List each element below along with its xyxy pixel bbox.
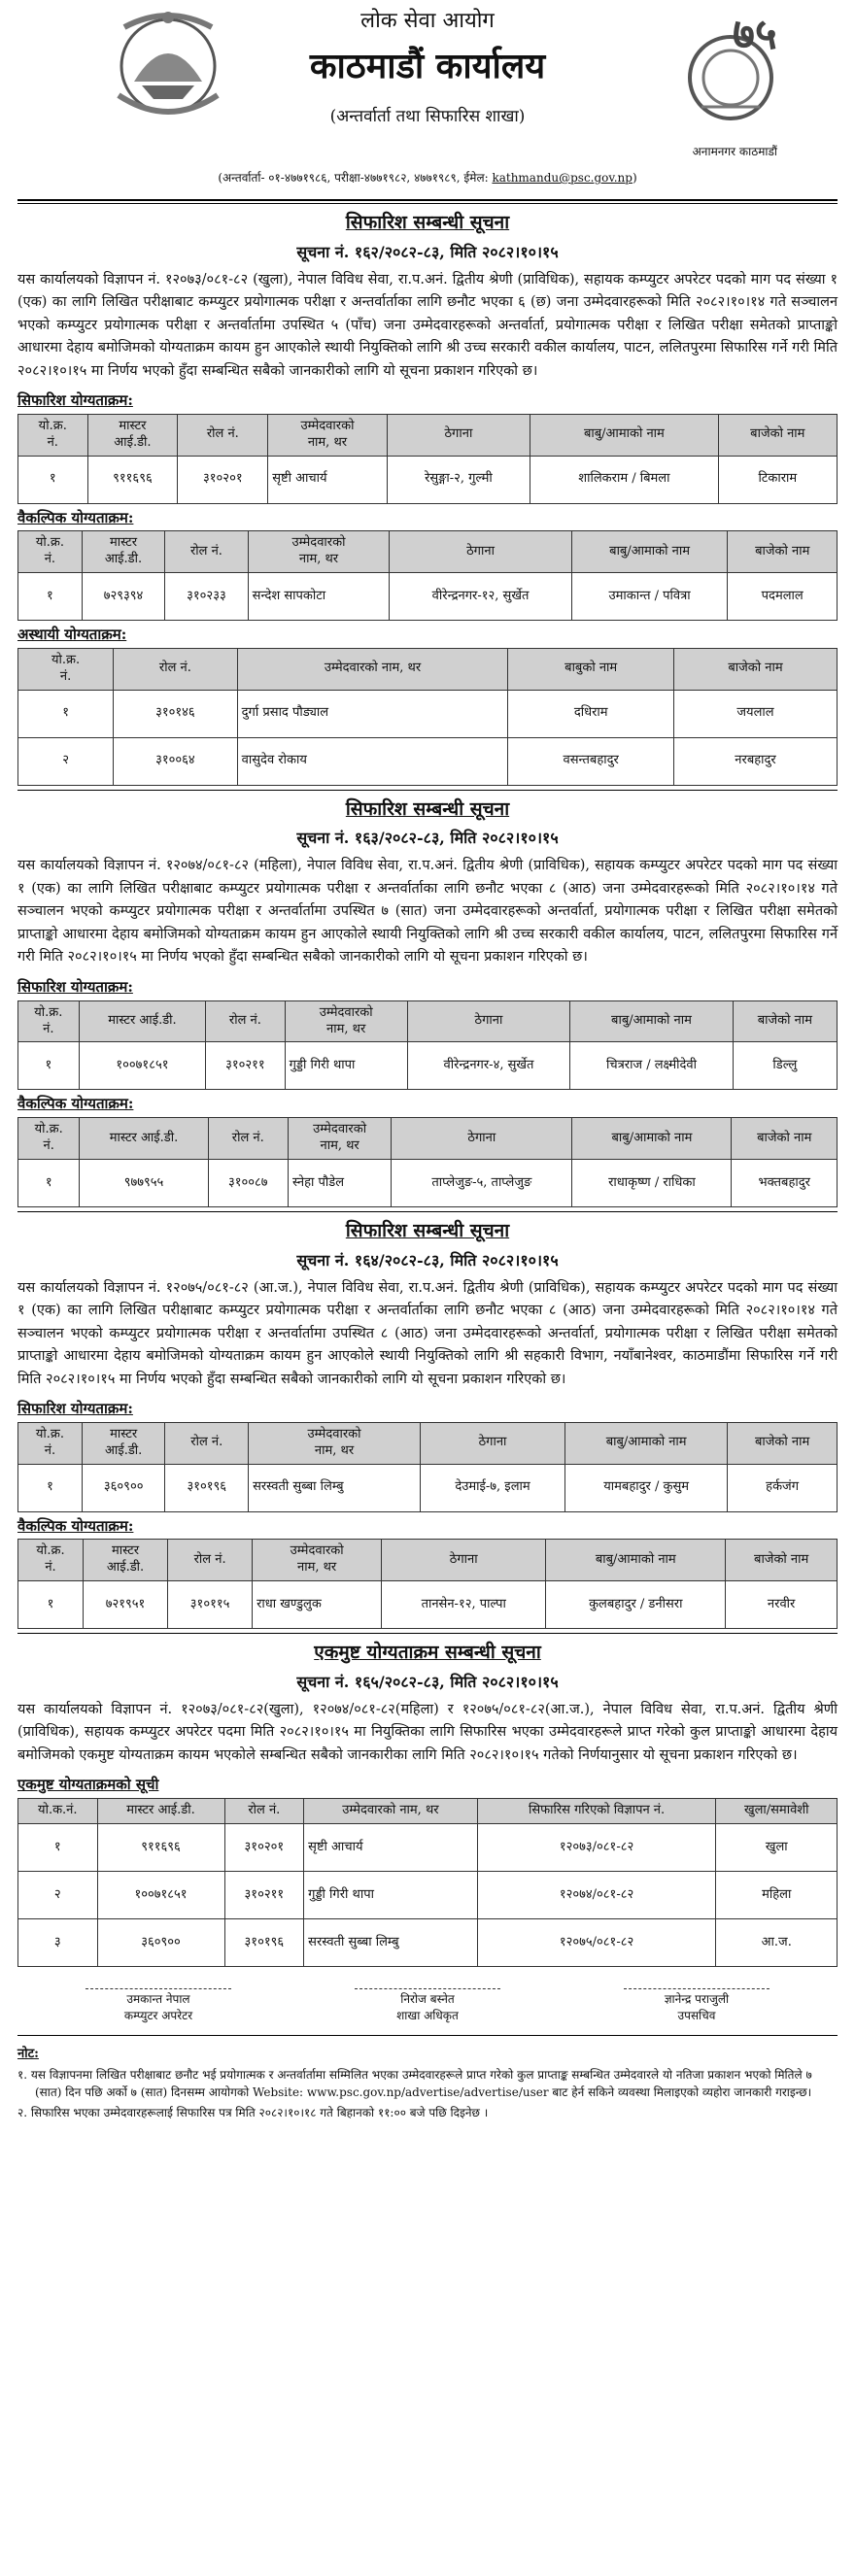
logo-caption: अनामनगर काठमाडौं (692, 145, 777, 158)
col-master-id: मास्टर आई.डी. (82, 531, 164, 573)
col-candidate: उम्मेदवारको नाम, थर (248, 531, 390, 573)
table-cell: ३१०१९६ (224, 1919, 304, 1967)
combined-table-body (18, 1824, 838, 1967)
table-cell: १ (18, 1581, 84, 1629)
table-cell: १ (18, 573, 83, 621)
table-cell: १२०७५/०८१-८२ (477, 1919, 716, 1967)
table-cell: सरस्वती सुब्बा लिम्बु (249, 1464, 421, 1511)
col-yoka: यो.क्र. नं. (18, 414, 88, 456)
table-cell: १ (18, 456, 88, 503)
signature-row (17, 1988, 838, 2025)
table-row (18, 1464, 838, 1511)
table-row (18, 1042, 838, 1090)
col-yoka: यो.क.नं. (18, 1799, 98, 1824)
signatory-role: कम्प्युटर अपरेटर (123, 2009, 193, 2023)
col-master-id: मास्टर आई.डी. (97, 1799, 224, 1824)
table-row (18, 1159, 838, 1206)
table-cell: वीरेन्द्रनगर-१२, सुर्खेत (390, 573, 571, 621)
signatory-role: उपसचिव (677, 2009, 716, 2023)
temp-table (17, 648, 838, 786)
table-cell: तानसेन-१२, पाल्पा (382, 1581, 546, 1629)
table-cell: कुलबहादुर / डनीसरा (546, 1581, 726, 1629)
merit-table-body (18, 1042, 838, 1090)
table-cell: १२०७३/०८१-८२ (477, 1824, 716, 1872)
signatory-role: शाखा अधिकृत (396, 2009, 459, 2023)
notice-body: यस कार्यालयको विज्ञापन नं. १२०७३/०८१-८२ (खुला), नेपाल विविध सेवा, रा.प.अनं. द्वितीय श्रेणी (प्राविधिक), सहायक कम्प्युटर अपरेटर पदको माग पद संख्या १ (एक) का लागि लिखित परीक्षाबाट कम्प्युटर प्रयोगात्मक परीक्षा र अन्तर्वार्ताका लागि छनौट भएका ६ (छ) जना उम्मेदवारहरूको मिति २०८२।१०।१४ गते सञ्चालन भएको कम्प्युटर प्रयोगात्मक परीक्षा र अन्तर्वार्तामा उपस्थित ५ (पाँच) जना उम्मेदवारहरूको अन्तर्वार्ता, प्रयोगात्मक परीक्षा र लिखित परीक्षा समेतको प्राप्ताङ्को आधारमा देहाय बमोजिमको योग्यताक्रम कायम हुन आएकोले स्थायी नियुक्तिको लागि श्री उच्च सरकारी वकील कार्यालय, पाटन, ललितपुरमा सिफारिस गर्ने गरी मिति २०८२।१०।१५ मा निर्णय भएको हुँदा सम्बन्धित सबैको जानकारीको लागि यो सूचना प्रकाशन गरिएको छ। (17, 271, 838, 379)
table-cell: २ (18, 737, 114, 785)
table-cell: महिला (716, 1872, 838, 1919)
table-cell: १००७१८५१ (79, 1042, 206, 1090)
section-divider (17, 1633, 838, 1634)
table-row (18, 1872, 838, 1919)
office-title: काठमाडौं कार्यालय (309, 46, 546, 86)
merit-list-label: सिफारिश योग्यताक्रम: (17, 1400, 133, 1418)
merit-list-label: सिफारिश योग्यताक्रम: (17, 977, 133, 996)
table-cell: १२०७४/०८१-८२ (477, 1872, 716, 1919)
section-divider (17, 790, 838, 791)
col-roll: रोल नं. (208, 1118, 288, 1160)
table-cell: नरबहादुर (674, 737, 838, 785)
section-divider (17, 1211, 838, 1212)
notice-heading: एकमुष्ट योग्यताक्रम सम्बन्धी सूचना (314, 1642, 541, 1664)
notice-ref: सूचना नं. १६३/२०८२-८३, मिति २०८२।१०।१५ (296, 829, 559, 848)
col-address: ठेगाना (387, 414, 530, 456)
table-cell: वीरेन्द्रनगर-४, सुर्खेत (407, 1042, 569, 1090)
table-cell: ९११६९६ (87, 456, 178, 503)
table-cell: ताप्लेजुङ-५, ताप्लेजुङ (392, 1159, 572, 1206)
table-cell: स्नेहा पौडेल (288, 1159, 391, 1206)
table-cell: डिल्लु (733, 1042, 837, 1090)
table-cell: ७२९३९४ (82, 573, 164, 621)
table-cell: ३६०९०० (82, 1464, 165, 1511)
table-row (18, 1919, 838, 1967)
alt-list-label: वैकल्पिक योग्यताक्रम: (17, 1095, 134, 1113)
notice-body: यस कार्यालयको विज्ञापन नं. १२०७३/०८१-८२(खुला), १२०७४/०८१-८२(महिला) र १२०७५/०८१-८२(आ.ज.), नेपाल विविध सेवा, रा.प.अनं. द्वितीय श्रेणी (प्राविधिक), सहायक कम्प्युटर अपरेटर पदमा मिति २०८२।१०।१५ मा नियुक्तिका लागि सिफारिस भएका उम्मेदवारहरूले प्राप्त गरेको कुल प्राप्ताङ्को आधारमा देहाय बमोजिमको एकमुष्ट योग्यताक्रम कायम भएकोले सम्बन्धित सबैको जानकारीका लागि मिति २०८२।१०।१५ गतेको निर्णयानुसार यो सूचना प्रकाशन गरिएको छ। (17, 1701, 838, 1763)
table-cell: रेसुङ्गा-२, गुल्मी (387, 456, 530, 503)
table-cell: पदमलाल (728, 573, 838, 621)
notice-162 (17, 210, 838, 786)
table-cell: ३१०११५ (168, 1581, 253, 1629)
table-cell: सृष्टी आचार्य (268, 456, 387, 503)
table-cell: वसन्तबहादुर (508, 737, 674, 785)
table-cell: नरवीर (726, 1581, 838, 1629)
notice-ref: सूचना नं. १६४/२०८२-८३, मिति २०८२।१०।१५ (296, 1250, 559, 1270)
note-item: १. यस विज्ञापनमा लिखित परीक्षाबाट छनौट भई प्रयोगात्मक र अन्तर्वार्तामा सम्मिलित भएका उम्मेदवारहरूले प्राप्त गरेको कुल प्राप्ताङ्क सम्बन्धित उम्मेदवारले यो नतिजा प्रकाशन भएको मितिले ७ (सात) दिन पछि अर्को ७ (सात) दिनसम्म आयोगको Website: www.psc.gov.np/advertise/advertise/user बाट हेर्न सकिने व्यवस्था मिलाइएको व्यहोरा जानकारी गराइन्छ। (17, 2067, 812, 2100)
table-cell: ३१००८७ (208, 1159, 288, 1206)
table-cell: जयलाल (674, 690, 838, 737)
col-candidate: उम्मेदवारको नाम, थर (285, 1000, 407, 1042)
col-yoka: यो.क्र. नं. (18, 1540, 84, 1581)
table-cell: ७२१९५१ (84, 1581, 168, 1629)
alt-table (17, 530, 838, 621)
table-cell: ३१०१९६ (165, 1464, 249, 1511)
table-cell: १ (18, 1824, 98, 1872)
col-grandfather: बाजेको नाम (726, 1540, 838, 1581)
temp-list-label: अस्थायी योग्यताक्रम: (17, 626, 127, 644)
col-candidate: उम्मेदवारको नाम, थर (288, 1118, 391, 1160)
table-cell: राधा खण्डुलुक (253, 1581, 382, 1629)
table-cell: यामबहादुर / कुसुम (565, 1464, 728, 1511)
table-cell: ३१०२०१ (178, 456, 268, 503)
merit-table-body (18, 456, 838, 503)
col-master-id: मास्टर आई.डी. (79, 1000, 206, 1042)
col-master-id: मास्टर आई.डी. (80, 1118, 208, 1160)
header-divider (17, 199, 838, 204)
note-item: २. सिफारिस भएका उम्मेदवारहरूलाई सिफारिस पत्र मिति २०८२।१०।१८ गते बिहानको ११:०० बजे पछि दिइनेछ । (17, 2105, 489, 2119)
col-master-id: मास्टर आई.डी. (82, 1422, 165, 1464)
table-cell: उमाकान्त / पवित्रा (571, 573, 728, 621)
notice-ref: सूचना नं. १६५/२०८२-८३, मिति २०८२।१०।१५ (296, 1672, 559, 1691)
col-ad-no: सिफारिस गरिएको विज्ञापन नं. (477, 1799, 716, 1824)
email-link[interactable]: kathmandu@psc.gov.np (492, 171, 633, 185)
alt-list-label: वैकल्पिक योग्यताक्रम: (17, 508, 134, 526)
table-cell: १ (18, 1042, 80, 1090)
table-cell: हर्कजंग (728, 1464, 838, 1511)
signature-block (86, 1988, 231, 2025)
page-header (17, 0, 838, 199)
contact-prefix: (अन्तर्वार्ता- ०१-४७७१९८६, परीक्षा-४७७१९८२, ४७७१९८९, ईमेल: (218, 171, 489, 185)
col-father: बाबुको नाम (508, 648, 674, 690)
col-roll: रोल नं. (165, 1422, 249, 1464)
col-roll: रोल नं. (206, 1000, 285, 1042)
table-cell: ९११६९६ (97, 1824, 224, 1872)
signature-block (355, 1988, 500, 2025)
table-cell: शालिकराम / बिमला (530, 456, 718, 503)
merit-table-body (18, 1464, 838, 1511)
table-cell: भक्तबहादुर (732, 1159, 838, 1206)
col-yoka: यो.क्र. नं. (18, 648, 114, 690)
temp-table-body (18, 690, 838, 785)
col-address: ठेगाना (392, 1118, 572, 1160)
alt-list-label: वैकल्पिक योग्यताक्रम: (17, 1516, 134, 1535)
col-yoka: यो.क्र. नं. (18, 1118, 80, 1160)
table-cell: सृष्टी आचार्य (304, 1824, 477, 1872)
notice-164 (17, 1218, 838, 1629)
table-cell: ३१०२३३ (165, 573, 248, 621)
notice-163 (17, 797, 838, 1207)
col-candidate: उम्मेदवारको नाम, थर (253, 1540, 382, 1581)
table-cell: दधिराम (508, 690, 674, 737)
table-cell: खुला (716, 1824, 838, 1872)
col-roll: रोल नं. (224, 1799, 304, 1824)
table-cell: २ (18, 1872, 98, 1919)
contact-suffix: ) (632, 171, 637, 185)
table-cell: ३१०२११ (224, 1872, 304, 1919)
col-parents: बाबु/आमाको नाम (565, 1422, 728, 1464)
notice-body: यस कार्यालयको विज्ञापन नं. १२०७५/०८१-८२ (आ.ज.), नेपाल विविध सेवा, रा.प.अनं. द्वितीय श्रेणी (प्राविधिक), सहायक कम्प्युटर अपरेटर पदको माग पद संख्या १ (एक) का लागि लिखित परीक्षाबाट कम्प्युटर प्रयोगात्मक परीक्षा र अन्तर्वार्ताका लागि छनौट भएका ८ (आठ) जना उम्मेदवारहरूको मिति २०८२।१०।१४ गते सञ्चालन भएको कम्प्युटर प्रयोगात्मक परीक्षा र अन्तर्वार्तामा उपस्थित ८ (आठ) जना उम्मेदवारहरूको अन्तर्वार्ता, प्रयोगात्मक परीक्षा र लिखित परीक्षा समेतको प्राप्ताङ्को आधारमा देहाय बमोजिमको योग्यताक्रम कायम हुन आएकोले स्थायी नियुक्तिको लागि श्री सहकारी विभाग, नयाँबानेश्वर, काठमाडौंमा सिफारिस गर्ने गरी मिति २०८२।१०।१५ मा निर्णय भएको हुँदा सम्बन्धित सबैको जानकारीको लागि यो सूचना प्रकाशन गरिएको छ। (17, 1279, 838, 1387)
notice-ref: सूचना नं. १६२/२०८२-८३, मिति २०८२।१०।१५ (296, 242, 559, 261)
table-cell: टिकाराम (718, 456, 837, 503)
signatory-name: ज्ञानेन्द्र पराजुली (664, 1992, 730, 2007)
table-cell: १ (18, 1464, 83, 1511)
col-grandfather: बाजेको नाम (728, 531, 838, 573)
col-roll: रोल नं. (165, 531, 248, 573)
table-cell: १००७१८५१ (97, 1872, 224, 1919)
signatory-name: निरोज बस्नेत (400, 1992, 455, 2007)
table-cell: गुड्डी गिरी थापा (285, 1042, 407, 1090)
commission-title: लोक सेवा आयोग (360, 9, 495, 33)
signatory-name: उमकान्त नेपाल (126, 1992, 190, 2007)
alt-table (17, 1117, 838, 1207)
col-grandfather: बाजेको नाम (728, 1422, 838, 1464)
col-parents: बाबु/आमाको नाम (572, 1118, 732, 1160)
table-row (18, 737, 838, 785)
table-row (18, 1824, 838, 1872)
col-address: ठेगाना (420, 1422, 564, 1464)
table-cell: सन्देश सापकोटा (248, 573, 390, 621)
table-cell: १ (18, 1159, 80, 1206)
col-grandfather: बाजेको नाम (733, 1000, 837, 1042)
merit-table (17, 414, 838, 504)
col-roll: रोल नं. (114, 648, 238, 690)
signature-block (624, 1988, 770, 2025)
merit-table (17, 1422, 838, 1512)
alt-table (17, 1539, 838, 1629)
combined-list-label: एकमुष्ट योग्यताक्रमको सूची (17, 1776, 159, 1794)
footer-divider (17, 2035, 838, 2036)
contact-line (17, 170, 838, 186)
col-candidate: उम्मेदवारको नाम, थर (304, 1799, 477, 1824)
table-cell: चित्रराज / लक्ष्मीदेवी (570, 1042, 734, 1090)
merit-table (17, 1000, 838, 1091)
col-parents: बाबु/आमाको नाम (530, 414, 718, 456)
table-cell: ३ (18, 1919, 98, 1967)
table-row (18, 456, 838, 503)
col-group: खुला/समावेशी (716, 1799, 838, 1824)
col-parents: बाबु/आमाको नाम (546, 1540, 726, 1581)
alt-table-body (18, 573, 838, 621)
table-cell: ३६०९०० (97, 1919, 224, 1967)
notice-heading: सिफारिश सम्बन्धी सूचना (345, 797, 510, 820)
table-cell: राधाकृष्ण / राधिका (572, 1159, 732, 1206)
notice-heading: सिफारिश सम्बन्धी सूचना (345, 212, 510, 233)
alt-table-body (18, 1159, 838, 1206)
col-grandfather: बाजेको नाम (732, 1118, 838, 1160)
col-master-id: मास्टर आई.डी. (84, 1540, 168, 1581)
col-candidate: उम्मेदवारको नाम, थर (237, 648, 508, 690)
merit-list-label: सिफारिश योग्यताक्रम: (17, 391, 133, 410)
col-address: ठेगाना (382, 1540, 546, 1581)
table-cell: आ.ज. (716, 1919, 838, 1967)
col-yoka: यो.क्र. नं. (18, 1000, 80, 1042)
col-roll: रोल नं. (168, 1540, 253, 1581)
col-master-id: मास्टर आई.डी. (87, 414, 178, 456)
table-cell: सरस्वती सुब्बा लिम्बु (304, 1919, 477, 1967)
table-cell: ३१०२११ (206, 1042, 285, 1090)
notice-heading: सिफारिश सम्बन्धी सूचना (345, 1219, 510, 1241)
col-parents: बाबु/आमाको नाम (570, 1000, 734, 1042)
table-row (18, 1581, 838, 1629)
combined-merit-table (17, 1798, 838, 1967)
col-address: ठेगाना (407, 1000, 569, 1042)
notice-165 (17, 1640, 838, 1967)
table-row (18, 690, 838, 737)
col-parents: बाबु/आमाको नाम (571, 531, 728, 573)
table-cell: ३१०२०१ (224, 1824, 304, 1872)
col-grandfather: बाजेको नाम (674, 648, 838, 690)
table-cell: ३१०१४६ (114, 690, 238, 737)
table-cell: दुर्गा प्रसाद पौड्याल (237, 690, 508, 737)
logo-75-text: ७५ (733, 10, 777, 59)
col-address: ठेगाना (390, 531, 571, 573)
table-cell: गुड्डी गिरी थापा (304, 1872, 477, 1919)
col-candidate: उम्मेदवारको नाम, थर (249, 1422, 421, 1464)
table-cell: ९७७९५५ (80, 1159, 208, 1206)
col-grandfather: बाजेको नाम (718, 414, 837, 456)
col-candidate: उम्मेदवारको नाम, थर (268, 414, 387, 456)
notice-body: यस कार्यालयको विज्ञापन नं. १२०७४/०८१-८२ (महिला), नेपाल विविध सेवा, रा.प.अनं. द्वितीय श्रेणी (प्राविधिक), सहायक कम्प्युटर अपरेटर पदको माग पद संख्या १ (एक) का लागि लिखित परीक्षाबाट कम्प्युटर प्रयोगात्मक परीक्षा र अन्तर्वार्ताका लागि छनौट भएका ८ (आठ) जना उम्मेदवारहरूको मिति २०८२।१०।१४ गते सञ्चालन भएको कम्प्युटर प्रयोगात्मक परीक्षा र अन्तर्वार्तामा उपस्थित ७ (सात) जना उम्मेदवारहरूको अन्तर्वार्ता, प्रयोगात्मक परीक्षा र लिखित परीक्षा समेतको प्राप्ताङ्को आधारमा देहाय बमोजिमको योग्यताक्रम कायम हुन आएकोले स्थायी नियुक्तिको लागि श्री उच्च सरकारी वकील कार्यालय, पाटन, ललितपुरमा सिफारिस गर्ने गरी मिति २०८२।१०।१५ मा निर्णय भएको हुँदा सम्बन्धित सबैको जानकारीको लागि यो सूचना प्रकाशन गरिएको छ। (17, 858, 838, 966)
table-cell: ३१००६४ (114, 737, 238, 785)
alt-table-body (18, 1581, 838, 1629)
branch-title: (अन्तर्वार्ता तथा सिफारिस शाखा) (329, 107, 526, 126)
notes-label: नोट: (17, 2046, 39, 2061)
psc-75-logo-icon (672, 10, 799, 136)
col-roll: रोल नं. (178, 414, 268, 456)
table-cell: वासुदेव रोकाय (237, 737, 508, 785)
col-yoka: यो.क्र. नं. (18, 1422, 83, 1464)
table-cell: १ (18, 690, 114, 737)
table-cell: देउमाई-७, इलाम (420, 1464, 564, 1511)
col-yoka: यो.क्र. नं. (18, 531, 83, 573)
table-row (18, 573, 838, 621)
